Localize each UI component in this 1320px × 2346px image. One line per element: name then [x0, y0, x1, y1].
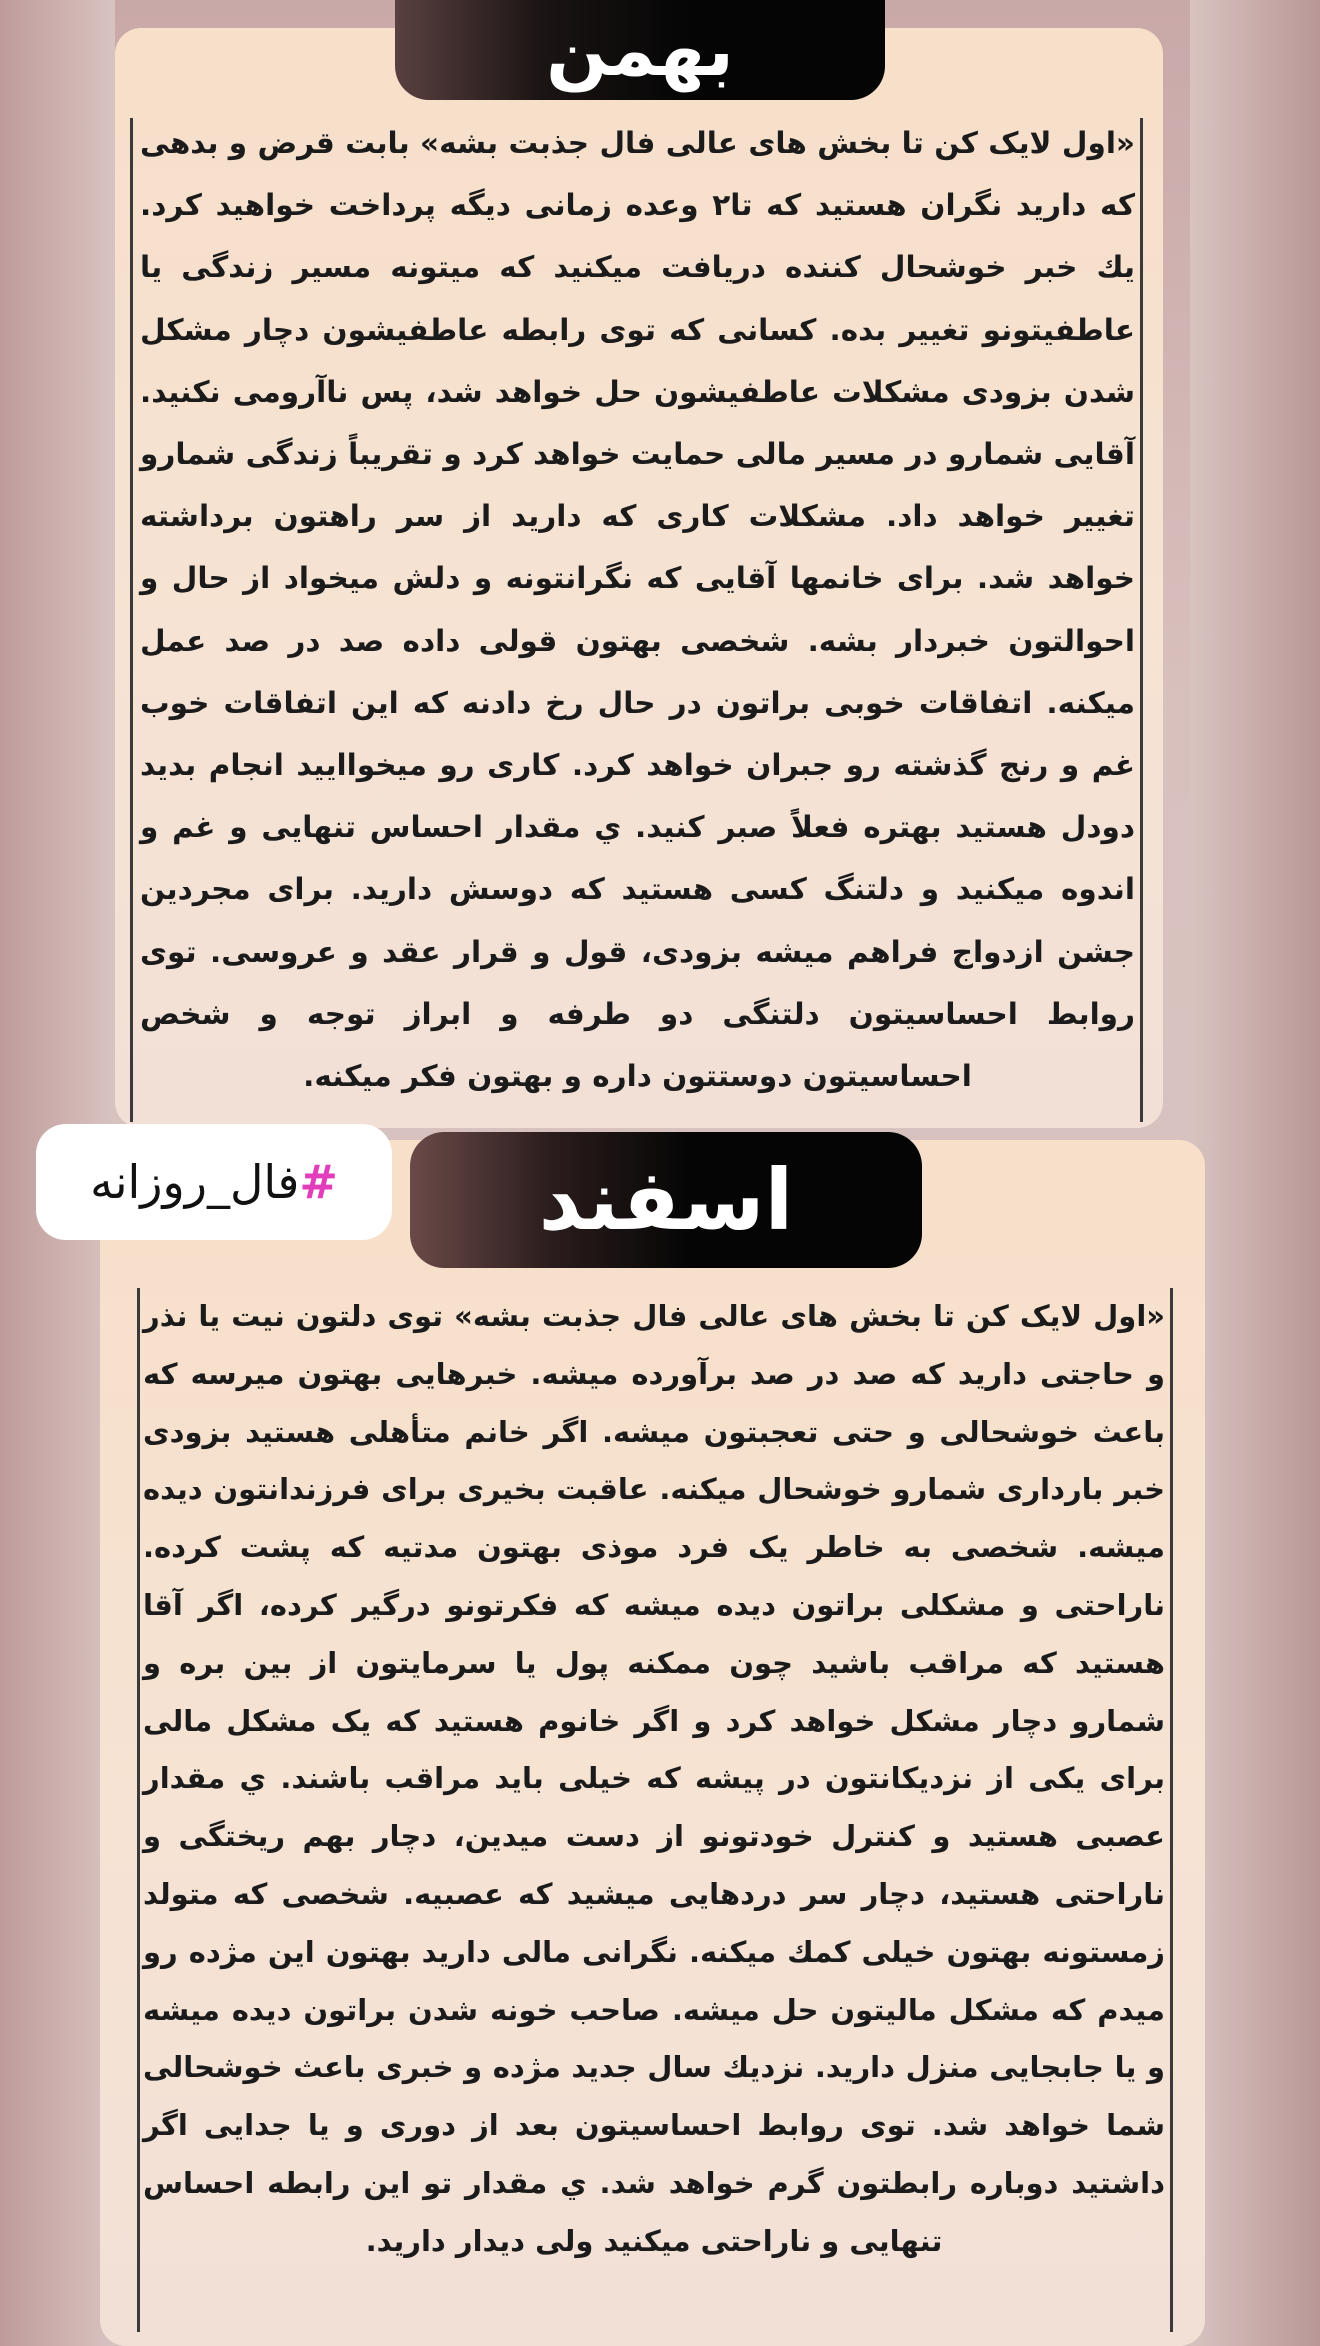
hashtag-symbol: # [299, 1155, 338, 1209]
divider-line-left [1170, 1288, 1173, 2332]
hashtag-sticker[interactable] [36, 1124, 392, 1240]
divider-line-right [137, 1288, 140, 2332]
background-right-edge [1190, 0, 1320, 2346]
divider-line-right [130, 118, 133, 1122]
section-title-esfand: اسفند [410, 1132, 922, 1268]
section-body-esfand: «اول لایک کن تا بخش های عالی فال جذبت بشه» توی دلتون نیت یا نذر و حاجتی دارید که صد در صد برآورده میشه. خبرهایی بهتون میرسه که باعث خوشحالی و حتی تعجبتون میشه. اگر خانم متأهلی هستید بزودی خبر بارداری شمارو خوشحال میکنه. عاقبت بخیری برای فرزندانتون دیده میشه. شخصی به خاطر یک فرد موذی بهتون مدتیه که پشت کرده. ناراحتی و مشکلی براتون دیده میشه که فکرتونو درگیر کرده، اگر آقا هستید که مراقب باشید چون ممکنه پول یا سرمایتون از بین بره و شمارو دچار مشکل خواهد کرد و اگر خانوم هستید که یک مشکل مالی برای یکی از نزدیکانتون در پیشه که خیلی باید مراقب باشند. ي مقدار عصبی هستید و کنترل خودتونو از دست میدین، دچار بهم ریختگی و ناراحتی هستید، دچار سر دردهایی میشید که عصبیه. شخصی که متولد زمستونه بهتون خیلی کمك میکنه. نگرانی مالی دارید بهتون این مژده رو میدم که مشکل مالیتون حل میشه. صاحب خونه شدن براتون دیده میشه و یا جابجایی منزل دارید. نزدیك سال جدید مژده و خبری باعث خوشحالی شما خواهد شد. توی روابط احساسیتون بعد از دوری و یا جدایی اگر داشتید دوباره رابطتون گرم خواهد شد. ي مقدار تو این رابطه احساس تنهایی و ناراحتی میکنید ولی دیدار دارید. [143, 1299, 1165, 2258]
hashtag-text: فال_روزانه [90, 1155, 300, 1209]
divider-line-left [1140, 118, 1143, 1122]
section-title-bahman: بهمن [395, 0, 885, 100]
section-body-bahman: «اول لایک کن تا بخش های عالی فال جذبت بشه» بابت قرض و بدهی که دارید نگران هستید که تا۲ وعده زمانی دیگه پرداخت خواهید کرد. یك خبر خوشحال کننده دریافت میکنید که میتونه مسیر زندگی یا عاطفیتونو تغییر بده. کسانی که توی رابطه عاطفیشون دچار مشکل شدن بزودی مشکلات عاطفیشون حل خواهد شد، پس ناآرومی نکنید. آقایی شمارو در مسیر مالی حمایت خواهد کرد و تقریباً زندگی شمارو تغییر خواهد داد. مشکلات کاری که دارید از سر راهتون برداشته خواهد شد. برای خانمها آقایی که نگرانتونه و دلش میخواد از حال و احوالتون خبردار بشه. شخصی بهتون قولی داده صد در صد عمل میکنه. اتفاقات خوبی براتون در حال رخ دادنه که این اتفاقات خوب غم و رنج گذشته رو جبران خواهد کرد. کاری رو میخواایید انجام بدید دودل هستید بهتره فعلاً صبر کنید. ي مقدار احساس تنهایی و غم و اندوه میکنید و دلتنگ کسی هستید که دوسش دارید. برای مجردین جشن ازدواج فراهم میشه بزودی، قول و قرار عقد و عروسی. توی روابط احساسیتون دلتنگی دو طرفه و ابراز توجه و شخص احساسیتون دوستتون داره و بهتون فکر میکنه. [140, 126, 1136, 1094]
